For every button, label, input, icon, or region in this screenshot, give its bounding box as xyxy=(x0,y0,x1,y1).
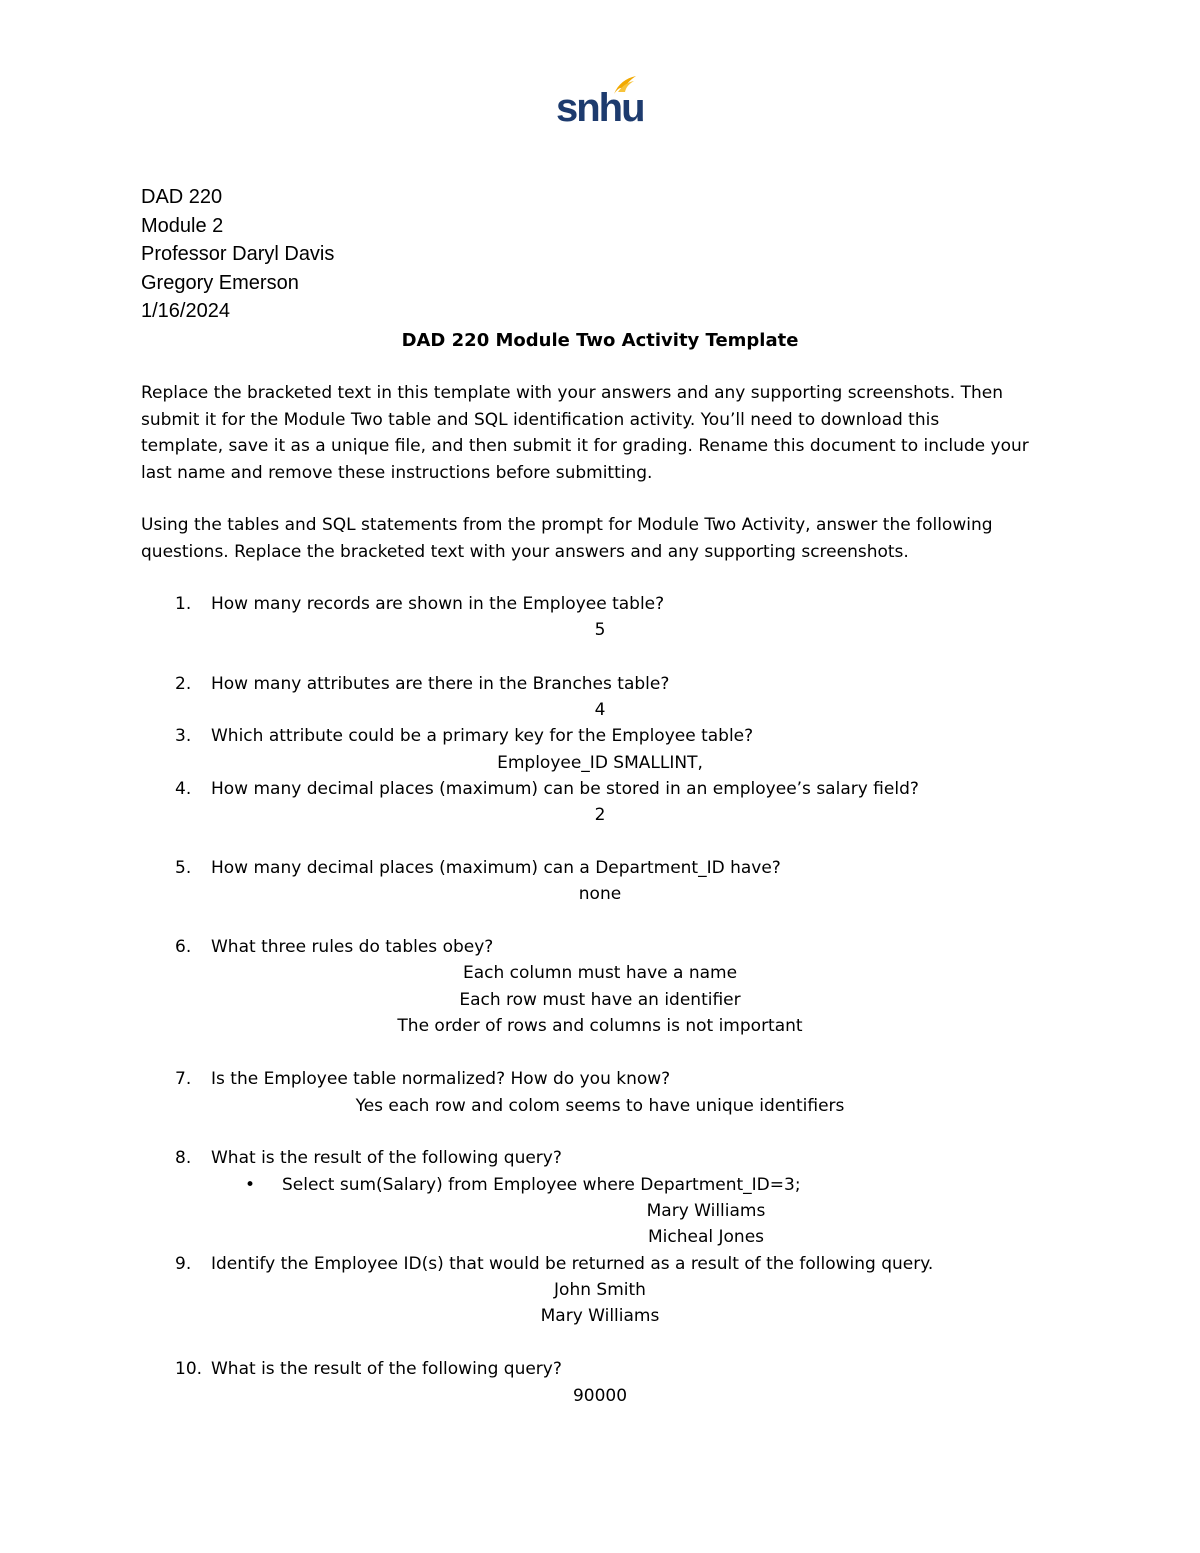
answer-2: 4 xyxy=(594,700,606,720)
module-name: Module 2 xyxy=(141,214,224,237)
document-header xyxy=(141,183,334,326)
answer-9: John Smith xyxy=(554,1280,646,1300)
question-number: 3. xyxy=(175,726,192,746)
answer-6-rule: The order of rows and columns is not important xyxy=(397,1016,803,1036)
question-number: 4. xyxy=(175,779,192,799)
answer-5: none xyxy=(578,884,622,904)
instructions-paragraph xyxy=(141,380,1071,486)
course-name: DAD 220 xyxy=(141,186,223,208)
question-text: How many attributes are there in the Branches table? xyxy=(211,674,670,694)
question-text: How many decimal places (maximum) can a Department_ID have? xyxy=(211,858,781,878)
question-text: How many decimal places (maximum) can be stored in an employee’s salary field? xyxy=(211,779,919,799)
question-number: 10. xyxy=(175,1359,203,1379)
bullet-icon: • xyxy=(245,1175,256,1195)
question-text: What is the result of the following query? xyxy=(211,1359,562,1379)
instructions-line: submit it for the Module Two table and SQL identification activity. You’ll need to download this xyxy=(141,409,940,430)
intro-line: Using the tables and SQL statements from the prompt for Module Two Activity, answer the following xyxy=(141,515,993,535)
question-text: How many records are shown in the Employee table? xyxy=(211,594,665,614)
answer-8: Mary Williams xyxy=(646,1201,766,1221)
student-name: Gregory Emerson xyxy=(141,271,299,294)
professor-name: Professor Daryl Davis xyxy=(141,243,335,265)
answer-7: Yes each row and colom seems to have unique identifiers xyxy=(355,1096,845,1116)
answer-6-rule: Each column must have a name xyxy=(462,963,738,983)
document-title: DAD 220 Module Two Activity Template xyxy=(401,330,799,351)
question-text: Which attribute could be a primary key for the Employee table? xyxy=(211,726,754,746)
question-number: 6. xyxy=(175,937,192,957)
logo-wordmark: snhu xyxy=(556,86,644,130)
question-text: What three rules do tables obey? xyxy=(211,937,494,957)
answer-1: 5 xyxy=(594,620,606,640)
intro-paragraph xyxy=(141,512,1071,565)
answer-8: Micheal Jones xyxy=(647,1227,765,1247)
instructions-line: last name and remove these instructions before submitting. xyxy=(141,462,653,483)
instructions-line: template, save it as a unique file, and then submit it for grading. Rename this document to include your xyxy=(141,436,1029,456)
submission-date: 1/16/2024 xyxy=(141,300,230,322)
question-number: 1. xyxy=(175,594,192,614)
answer-4: 2 xyxy=(594,805,606,825)
answer-6-rule: Each row must have an identifier xyxy=(459,990,741,1010)
question-number: 9. xyxy=(175,1254,192,1274)
snhu-logo xyxy=(556,74,644,134)
query-text: Select sum(Salary) from Employee where Department_ID=3; xyxy=(282,1175,801,1195)
intro-line: questions. Replace the bracketed text with your answers and any supporting screenshots. xyxy=(141,541,909,562)
instructions-line: Replace the bracketed text in this template with your answers and any supporting screenshots. Then xyxy=(141,383,1003,403)
question-text: Identify the Employee ID(s) that would be returned as a result of the following query. xyxy=(211,1254,934,1274)
answer-9: Mary Williams xyxy=(540,1306,660,1326)
question-number: 8. xyxy=(175,1148,192,1168)
answer-10: 90000 xyxy=(572,1386,628,1406)
answer-3: Employee_ID SMALLINT, xyxy=(497,753,703,773)
question-text: Is the Employee table normalized? How do you know? xyxy=(211,1069,671,1089)
question-number: 7. xyxy=(175,1069,192,1089)
question-text: What is the result of the following query? xyxy=(211,1148,562,1168)
question-number: 2. xyxy=(175,674,192,694)
question-number: 5. xyxy=(175,858,192,878)
